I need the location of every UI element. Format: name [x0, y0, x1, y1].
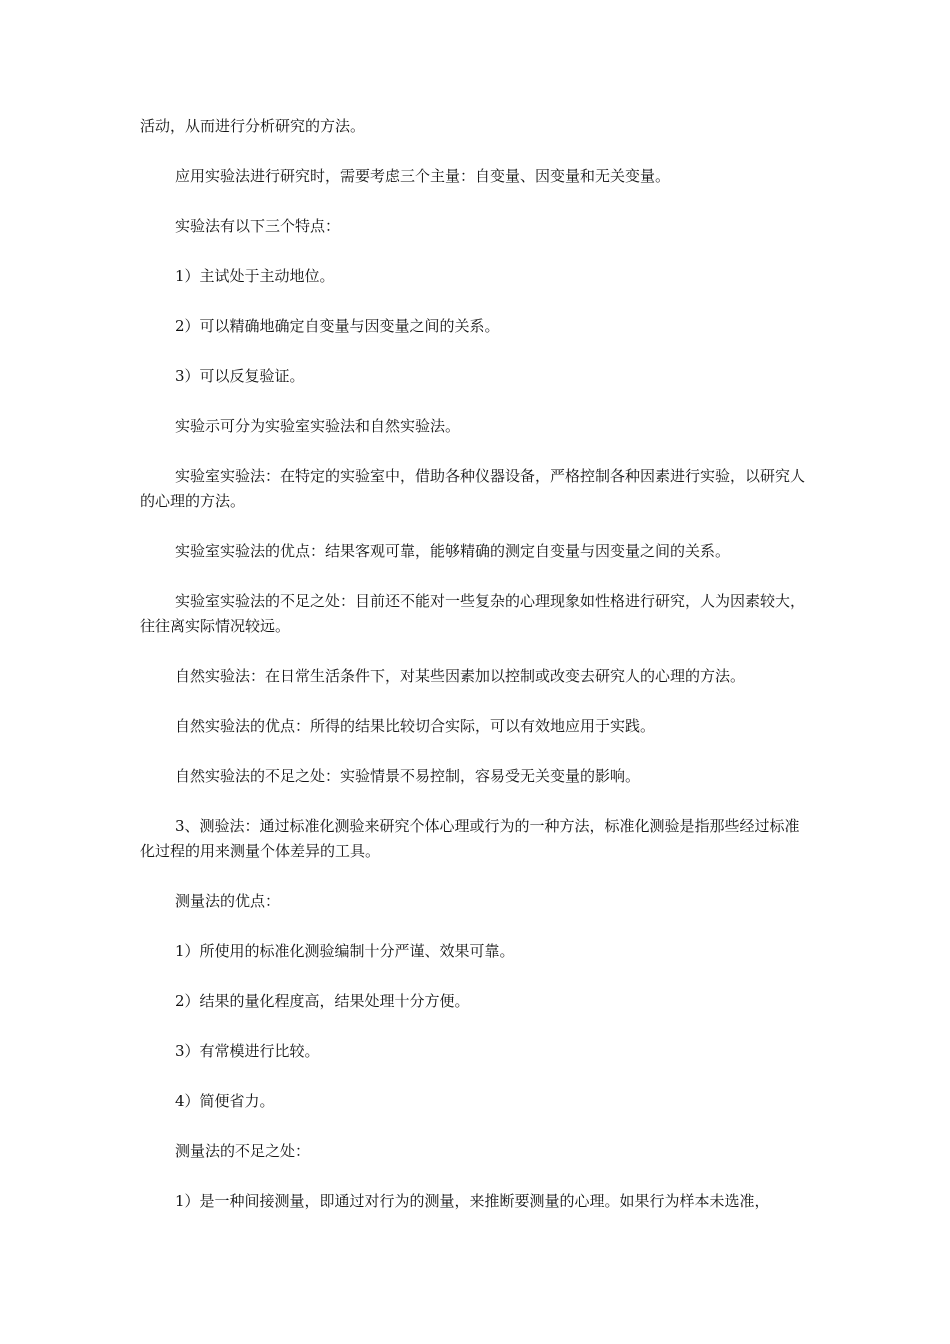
paragraph: 测量法的不足之处：: [175, 1142, 311, 1160]
list-item: 1）所使用的标准化测验编制十分严谨、效果可靠。: [175, 942, 515, 960]
list-item: 3）有常模进行比较。: [175, 1042, 320, 1060]
list-item: 4）简便省力。: [175, 1092, 275, 1110]
document-body: [140, 114, 812, 1239]
paragraph: 自然实验法的不足之处：实验情景不易控制，容易受无关变量的影响。: [175, 767, 641, 785]
paragraph: 测量法的优点：: [175, 892, 281, 910]
paragraph: 实验法有以下三个特点：: [175, 217, 341, 235]
paragraph: 实验室实验法的优点：结果客观可靠，能够精确的测定自变量与因变量之间的关系。: [175, 542, 731, 560]
list-item: 2）结果的量化程度高，结果处理十分方便。: [175, 992, 470, 1010]
paragraph: 自然实验法：在日常生活条件下，对某些因素加以控制或改变去研究人的心理的方法。: [175, 667, 746, 685]
paragraph: 实验室实验法的不足之处：目前还不能对一些复杂的心理现象如性格进行研究，人为因素较大，往往离实际情况较远。: [140, 592, 806, 635]
paragraph: 活动，从而进行分析研究的方法。: [140, 117, 366, 135]
list-item: 2）可以精确地确定自变量与因变量之间的关系。: [175, 317, 500, 335]
list-item: 1）主试处于主动地位。: [175, 267, 335, 285]
paragraph: 实验示可分为实验室实验法和自然实验法。: [175, 417, 461, 435]
paragraph: 实验室实验法：在特定的实验室中，借助各种仪器设备，严格控制各种因素进行实验，以研究人的心理的方法。: [140, 467, 806, 510]
list-item: 3）可以反复验证。: [175, 367, 305, 385]
paragraph: 自然实验法的优点：所得的结果比较切合实际，可以有效地应用于实践。: [175, 717, 656, 735]
list-item: 1）是一种间接测量，即通过对行为的测量，来推断要测量的心理。如果行为样本未选准，: [175, 1192, 770, 1210]
paragraph: 应用实验法进行研究时，需要考虑三个主量：自变量、因变量和无关变量。: [175, 167, 671, 185]
paragraph: 3、测验法：通过标准化测验来研究个体心理或行为的一种方法，标准化测验是指那些经过标准化过程的用来测量个体差异的工具。: [140, 817, 800, 860]
